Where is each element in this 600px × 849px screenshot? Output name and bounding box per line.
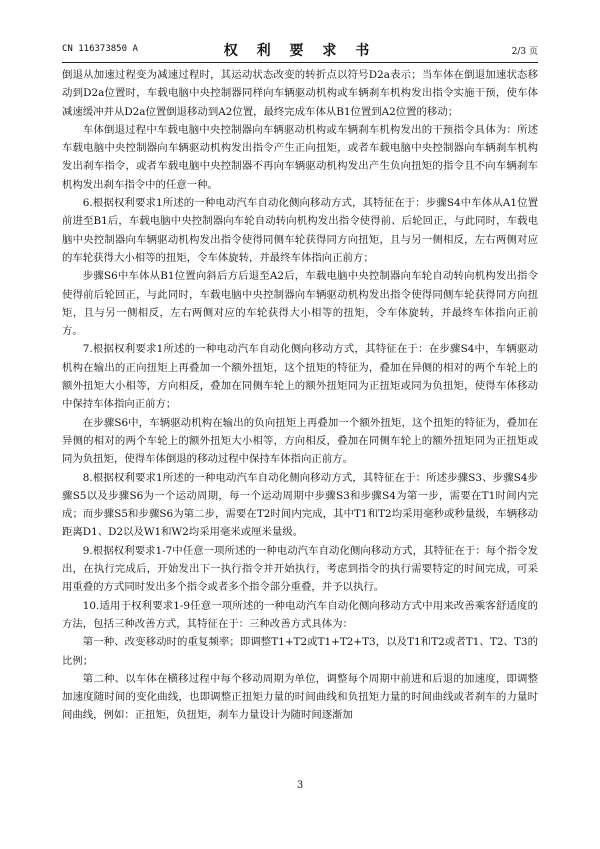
header-divider xyxy=(62,62,538,63)
page-number: 3 xyxy=(296,780,304,791)
claim-6: 6.根据权利要求1所述的一种电动汽车自动化侧向移动方式，其特征在于：步骤S4中车体从A1位置前进至B1后，车载电脑中央控制器向车轮自动转向机构发出指令使得前、后轮回正，与此同时，车载电脑中央控制器向车辆驱动机构发出指令使得同侧车轮获得同方向扭矩，且与另一侧相反，左右两侧对应的车轮获得大小相等的扭矩，令车体旋转，并最终车体指向正前方； xyxy=(62,197,538,264)
paragraph: 在步骤S6中，车辆驱动机构在输出的负向扭矩上再叠加一个额外扭矩，这个扭矩的特征为，叠加在异侧的相对的两个车轮上的额外扭矩大小相等，方向相反，叠加在同侧车轮上的额外扭矩同为正扭矩或同为负扭矩，使得车体倒退的移动过程中保持车体指向正前方。 xyxy=(62,416,538,466)
page-info: 2/3 页 xyxy=(511,47,538,57)
page-header xyxy=(62,40,538,60)
claim-8: 8.根据权利要求1所述的一种电动汽车自动化侧向移动方式，其特征在于：所述步骤S3、步骤S4步骤S5以及步骤S6为一个运动周期，每一个运动周期中步骤S3和步骤S4为第一步，需要在T1时间内完成；而步骤S5和步骤S6为第二步，需要在T2时间内完成，其中T1和T2均采用毫秒或秒量级，车辆移动距离D1、D2以及W1和W2均采用毫米或厘米量级。 xyxy=(62,471,538,539)
page-title: 权 利 要 求 书 xyxy=(223,43,377,59)
claim-10: 10.适用于权利要求1-9任意一项所述的一种电动汽车自动化侧向移动方式中用来改善乘客舒适度的方法，包括三种改善方式，其特征在于：三种改善方式具体为： xyxy=(62,599,538,630)
claim-7: 7.根据权利要求1所述的一种电动汽车自动化侧向移动方式，其特征在于：在步骤S4中，车辆驱动机构在输出的正向扭矩上再叠加一个额外扭矩，这个扭矩的特征为，叠加在异侧的相对的两个车轮上的额外扭矩大小相等，方向相反，叠加在同侧车轮上的额外扭矩同为正扭矩或同为负扭矩，使得车体移动中保持车体指向正前方； xyxy=(62,343,538,411)
paragraph: 车体倒退过程中车载电脑中央控制器向车辆驱动机构或车辆刹车机构发出的干预指令具体为：所述车载电脑中央控制器向车辆驱动机构发出指令产生正向扭矩，或者车载电脑中央控制器向车辆刹车机构发出刹车指令，或者车载电脑中央控制器不再向车辆驱动机构发出产生负向扭矩的指令且不向车辆刹车机构发出刹车指令中的任意一种。 xyxy=(62,123,538,191)
document-number: CN 116373850 A xyxy=(62,44,138,54)
paragraph: 第一种、改变移动时的重复频率；即调整T1+T2或T1+T2+T3，以及T1和T2或者T1、T2、T3的比例； xyxy=(62,636,538,667)
paragraph: 第二种、以车体在横移过程中每个移动周期为单位，调整每个周期中前进和后退的加速度，即调整加速度随时间的变化曲线，也即调整正扭矩力量的时间曲线和负扭矩力量的时间曲线或者刹车的力量时间曲线，例如：正扭矩，负扭矩，刹车力量设计为随时间逐渐加 xyxy=(62,672,538,722)
paragraph-continuation: 倒退从加速过程变为减速过程时，其运动状态改变的转折点以符号D2a表示；当车体在倒退加速状态移动到D2a位置时，车载电脑中央控制器同样向车辆驱动机构或车辆刹车机构发出指令实施干预，使车体减速缓冲并从D2a位置倒退移动到A2位置，最终完成车体从B1位置到A2位置的移动； xyxy=(62,69,538,118)
paragraph: 步骤S6中车体从B1位置向斜后方后退至A2后，车载电脑中央控制器向车轮自动转向机构发出指令使得前后轮回正，与此同时，车载电脑中央控制器向车辆驱动机构发出指令使得同侧车轮获得同方向扭矩，且与另一侧相反，左右两侧对应的车轮获得大小相等的扭矩，令车体旋转，并最终车体指向正前方。 xyxy=(62,270,538,338)
claim-9: 9.根据权利要求1-7中任意一项所述的一种电动汽车自动化侧向移动方式，其特征在于：每个指令发出，在执行完成后，开始发出下一执行指令并开始执行，考虑到指令的执行需要特定的时间完成，可采用重叠的方式同时发出多个指令或者多个指令部分重叠，并予以执行。 xyxy=(62,544,538,594)
claims-body xyxy=(62,66,538,725)
